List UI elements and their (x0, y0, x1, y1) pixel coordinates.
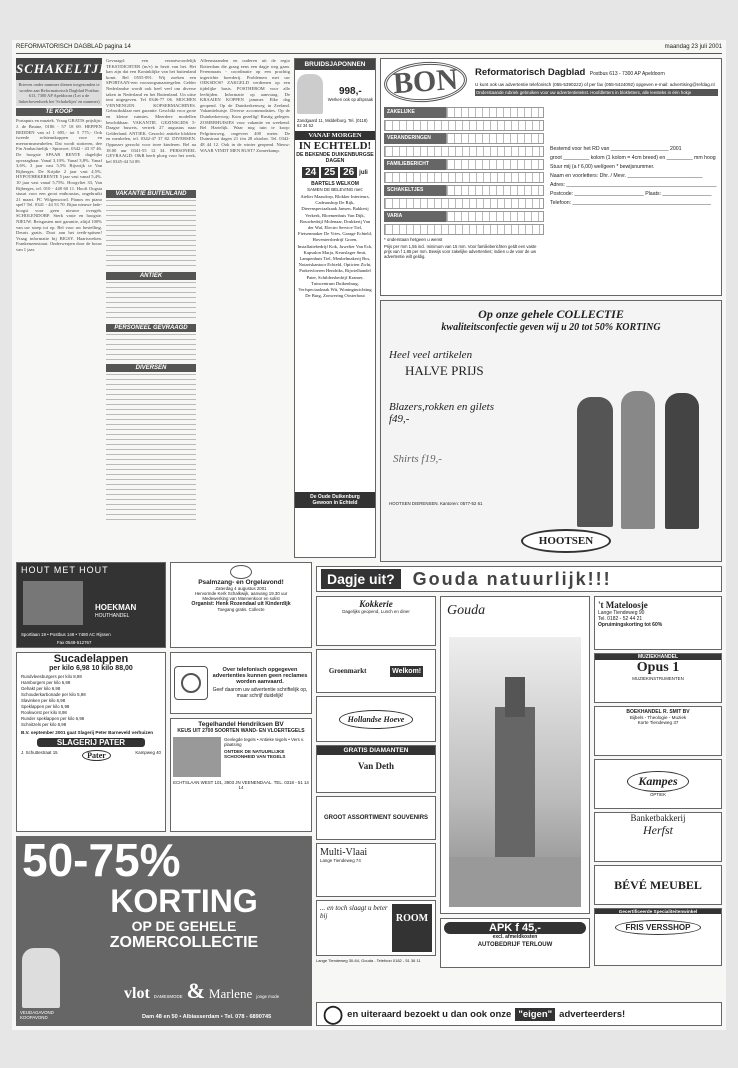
tegel-title: Tegelhandel Hendriksen BV (198, 721, 284, 728)
sucade-row-5: Slavinken per kilo 6,98 (21, 698, 66, 703)
psalm-logo-icon (230, 565, 252, 579)
bruidsjaponnen-price: 998,- (338, 86, 362, 97)
brand-marlene-sub: jonge mode (256, 994, 280, 999)
mateloosje-title: 't Mateloosje (598, 600, 648, 610)
slagerij-ad (16, 652, 166, 832)
terlouw: AUTOBEDRIJF TERLOUW (477, 942, 553, 948)
sucade-row-6: Speklappen per kilo 5,98 (21, 704, 70, 709)
hoekman-fax: Fax 0548-512767 (57, 640, 92, 645)
psalm-body2: Hervormde Kerk Schalkwijk, aanvang 19.30 uur (194, 591, 288, 596)
footer-a: en uiteraard bezoekt u dan ook onze (347, 1008, 512, 1020)
slagerij-addresses (17, 750, 165, 761)
bon-grid (384, 105, 544, 259)
frisvers-ad (594, 908, 722, 966)
beve-logo: BÉVÉ MEUBEL (614, 877, 702, 892)
date-25: 25 (321, 167, 338, 178)
brand-marlene: Marlene (208, 986, 253, 1001)
bon-grid-row-1[interactable] (446, 107, 544, 118)
room-text: ... en toch slaagt u beter bij (320, 904, 388, 920)
apk-ad (440, 918, 590, 968)
boek-addr: Korte Tiendeweg 37 (637, 720, 679, 725)
mateloosje-addr: Lange Tiendeweg 90 (598, 610, 645, 616)
diamanten-ad (316, 745, 436, 793)
section-personeel: PERSONEEL GEVRAAGD (106, 324, 196, 332)
hootsen-address: HOOTSEN DIERENSEN. Kantoren: 0577-52 61 (389, 501, 483, 506)
vlaai-sub: Lange Tiendeweg 74 (320, 858, 361, 863)
zomer-korting: KORTING (110, 883, 258, 919)
telefonisch-line1: Over telefonisch opgegeven advertenties kunnen geen reclames worden aanvaard. (212, 667, 308, 685)
date-26: 26 (340, 167, 357, 178)
bon-form (380, 58, 722, 296)
hoekman-subtitle: HOUTHANDEL (95, 613, 130, 619)
hoekman-address: Sportlaan 19 • Postbus 148 • 7480 AC Rijssen (21, 632, 111, 637)
tegel-ontdek: ONTDEK DE NATUURLIJKE SCHOONHEID VAN TEGELS (224, 749, 286, 759)
echteld-footer: De Oude Duikenburg Gewoon in Echteld (295, 492, 375, 508)
house-photo (23, 581, 83, 625)
gouda-ads-right (594, 596, 722, 976)
schakeltjes-column-1 (16, 58, 118, 558)
kokkerie-ad (316, 596, 436, 646)
bon-grid-row-10[interactable] (384, 224, 544, 235)
markt-title: BARTELS WELKOM (311, 181, 359, 187)
month: juli (359, 169, 368, 176)
bruidsjaponnen-body (295, 70, 375, 118)
psalm-body1: Zaterdag 4 augustus 2001 (215, 586, 267, 591)
tegel-footer: ECHTSLAAN WEST 101, 3903 JN VEENENDAAL. TEL. 0318 - 51 14 14 (173, 780, 309, 790)
room-ad (316, 900, 436, 956)
sucade-row-3: Gehakt per kilo 6,98 (21, 686, 61, 691)
frisvers-logo: FRIS VERSSHOP (615, 920, 701, 935)
boek-title: BOEKHANDEL R. SMIT BV (626, 709, 690, 715)
bon-row-1: ZAKELIJKE (384, 107, 446, 118)
schakeltjes-intro: Brieven onder nummer dienen toegezonden te worden aan Reformatorisch Dagblad Postbus 613, 7300 AP Apeldoorn (Let u de linkerbovenhoek het 'Schakeltjes' en nummer) (16, 80, 102, 106)
slagerij-addr1: J. Schuttestraat 15 (21, 750, 58, 755)
hoeve-logo: Hollandse Hoeve (339, 710, 414, 729)
column-text-2a: Gevraagd: een verantwoordelijk TEKSTDICHTER (m/v) in bezit van het. Het kan zijn dat een Koninklijke van het buitenland komt. Bel 0555-091. Wij zoeken een SPORTAAN-een voorzorgsmaatregelen. Gelder Nederlandse wordt ook heel veel om diverse taken in Nederland en het Buitenland. Un uitse tent uitgegeven. Tel 0346-77 06. MOCHEN VENNENGEN. KOPSERMACHINES. Gebruiksklaar met garantie. Geschikt voor grote en kleine ruimtes. Meerdere modellen beschikbaar. VAKANTIE. GEZINSGIDS 5-Daagse busreis, vertrek 27 augustus naar Gelderland. ANTIEK. Gezocht: antieke klokken en meubelen, tel. 0342-47 37 82. DIVERSEN. Oppasser gezocht voor twee kinderen. Bel na 18.00 uur 0341-55 12 34. PERSONEEL GEVRAAGD: O&R heeft ploeg voor het werk, bel 0345-44 54 89. (106, 58, 196, 164)
bruidsjaponnen-title: BRUIDSJAPONNEN (295, 59, 375, 70)
mateloosje-note: Opruimingskorting tot 60% (598, 622, 663, 628)
section-vakantie: VAKANTIE BUITENLAND (106, 190, 196, 198)
bon-row-2: VERANDERINGEN (384, 133, 446, 144)
pater-logo: Pater (82, 750, 111, 761)
bon-note: * onderstaan hetgeen u wenst (384, 237, 443, 242)
vlaai-ad (316, 843, 436, 897)
telefonisch-ad (170, 652, 312, 714)
boek-sub: Bijbels - Theologie - Muziek (629, 715, 687, 720)
bride-photo (297, 74, 323, 114)
sucade-row-1: Rundvleesburgers per kilo 8,98 (21, 674, 82, 679)
beve-ad (594, 865, 722, 905)
zomer-korting-ad (16, 836, 312, 1026)
schakeltjes-column-3 (200, 58, 290, 558)
hootsen-heel: Heel veel artikelen (389, 349, 473, 361)
bon-intro: U kunt ook uw advertentie telefonisch (055-5390222) of per fax (055-5424092) opgeven e-mail: advertising@refdag.nl (475, 82, 715, 87)
groenmarkt-title: Groenmarkt (328, 667, 367, 675)
hoeve-ad (316, 696, 436, 742)
model-photo-3 (665, 393, 699, 529)
slagerij-addr2: Kampweg 40 (135, 750, 161, 755)
bon-grid-row-5[interactable] (446, 159, 544, 170)
zomer-collectie: ZOMERCOLLECTIE (109, 934, 259, 951)
diamanten-sub: Van Deth (358, 761, 394, 771)
apk-price: APK f 45,- (444, 922, 586, 934)
psalm-foot: Toegang gratis. Collecte (217, 607, 265, 612)
bruidsjaponnen-note: Werken ook op afspraak (327, 97, 373, 102)
section-diversen: DIVERSEN (106, 364, 196, 372)
bon-paper: Reformatorisch Dagblad (475, 67, 586, 78)
spec-title: Gecertificeerde Specialiteitenwinkel (595, 909, 721, 914)
welkom-badge: Welkom! (392, 667, 422, 675)
telefonisch-line2: Geef daarom uw advertentie schriftelijk op, maar schrijf duidelijk! (212, 687, 308, 699)
participants-list: Atelier Maasdorp, Blokker Interieurs, Cadeaushop De Rijk, Dierenspeciaalzaak Jansen, Bakkerij Verkerk, Bloemenhuis Van Dijk, Bouwbedrijf Molenaar, Drukkerij Van der Wal, Electro Service Tiel, Fietsenmaker De Vries, Garage Echteld, Hoveniersbedrijf Groen, Installatiebedrijf Kok, Juwelier Van Eck, Kapsalon Marja, Keurslager Smit, Lampenhuis Tiel, Meubelmakerij Bos, Notariskantoor Echteld, Opticien Zicht, Parketvloeren Hendriks, Rijwielhandel Pater, Schildersbedrijf Kramer, Tuincentrum Duikenburg, Verfspeciaalzaak Wit, Woninginrichting De Burg, Zonwering Oosterhout (297, 194, 373, 299)
field-groot[interactable]: groot _________ kolom (1 kolom = 4cm breed) en _________ mm hoog (550, 155, 716, 161)
opus-ad (594, 653, 722, 703)
bekende-dagen: DE BEKENDE DUIKENBURGSE DAGEN (296, 152, 374, 164)
boekhandel-ad (594, 706, 722, 756)
sucade-row-9: Schnitzels per kilo 8,98 (21, 722, 67, 727)
bon-row-5: VARIA (384, 211, 446, 222)
tegel-items: Gevlegde tegels • Antieke tegels • Vers v. plaatsing (224, 737, 305, 747)
column-text-2e (106, 374, 196, 524)
footer-banner: ◯ en uiteraard bezoekt u dan ook onze "eigen" adverteerders! (316, 1002, 722, 1026)
hootsen-headline-2: kwaliteitsconfectie geven wij u 20 tot 50% KORTING (441, 322, 661, 333)
schakeltjes-column-2 (106, 58, 196, 558)
hootsen-blazers: Blazers,rokken en gilets f49,- (389, 401, 494, 425)
tegel-sub: KEUS UIT 2700 SOORTEN WAND- EN VLOERTEGELS (177, 728, 305, 734)
bon-address: Postbus 613 - 7300 AP Apeldoorn (589, 71, 665, 77)
zomer-gehele: OP DE GEHELE (131, 918, 237, 934)
bon-grid-row-7[interactable] (446, 185, 544, 196)
bon-grid-row-3[interactable] (446, 133, 544, 144)
room-addr: Lange Tiendeweg 30-64, Gouda - Telefoon 0182 - 51 36 11 (316, 958, 421, 963)
sucade-list (17, 672, 165, 730)
sucade-row-8: Runder speklappen per kilo 6,98 (21, 716, 85, 721)
vlaai-title: Multi-Vlaai (320, 847, 368, 858)
bon-logo: BON (383, 59, 469, 105)
gouda-banner-1: Dagje uit? (321, 569, 401, 589)
telephone-icon (174, 666, 208, 700)
muziek-sub: MUZIEKINSTRUMENTEN (632, 676, 684, 681)
zomer-corner: VEUDAGAVOND KOOPAVOND (20, 1010, 54, 1020)
room-logo: ROOM (392, 904, 432, 952)
gouda-ads-left (316, 596, 436, 1000)
column-text-1: Portaputs en muziek. Vraag GRATIS prijslijst: J. de Bruine, 0186 - 57 18 69. HEPPEN BEDDEN van af 1 695,- tot 5 775,- Ook tweede rolsteunkoppen voor en meerarmsmeubelen. Dat wordt stotteren, dee Fin Ambachtelijk - Spinvoet. 0342 - 43 37 46. De hoogste SPAAR RENTE dagelijks opvraagbaar. Vanaf 3,10%. Vanaf 3,8%. Vanaf 3,6%. 3 jaar vast 5,5% Rijswijk te Van Rijberges. De Krijdte 2 jaar vast 4,5%. HYPOTHEKERENTE 5 jaar vast vanaf 5,4%. 10 jaar vast vanaf 5,75%. Hoogvliet 33, Van Rijberges, tel. 010 - 448 60 11. Hooft Oogsta stuurt voor een groot enthousias, ongebruikt 21 maart. PC Wilgensoord. Pianos en piano spel? Tel. 0341 - 44 53 70. Bijna nieuwe lade-hoogst voor geen nieuwe overgeb. SCHOLENDORP. Sterk vaste en hoogste. NIEUW. Reisgasten met garantie, altijd 100% van uw stoep tot op. Bel voor uw bestelling. Deuris gratis. Dooi aan het teeth-spitsen! Vraag informatie bij BIGSY. Haartsweken. Frankenzenstraat. Onderwerpen door de bouw van 1 jaar. (16, 118, 102, 253)
bon-grid-row-8[interactable] (384, 198, 544, 209)
column-text-2c (106, 282, 196, 322)
banket-ad (594, 812, 722, 862)
souvenirs-ad (316, 796, 436, 840)
bon-fields (544, 105, 718, 259)
header-right: maandag 23 juli 2001 (664, 44, 722, 50)
sucade-row-4: Schouderkarbonade per kilo 5,98 (21, 692, 86, 697)
kampes-sub: OPTIEK (649, 792, 667, 797)
model-photo (22, 948, 60, 1008)
hout-title: HOUT MET HOUT (21, 565, 109, 575)
hoekman-ad (16, 562, 166, 648)
vanaf-morgen: VANAF MORGEN (295, 131, 375, 140)
dates-row (295, 167, 375, 178)
souvenirs-title: GROOT ASSORTIMENT SOUVENIRS (323, 815, 429, 821)
field-telefoon[interactable]: Telefoon: ________________________________________________ (550, 200, 711, 206)
muziek-title: MUZIEKHANDEL (595, 654, 721, 660)
hootsen-halve: HALVE PRIJS (405, 363, 484, 378)
echteld-ad (294, 58, 376, 558)
hootsen-headline-1: Op onze gehele COLLECTIE (478, 307, 624, 321)
banket-title: Banketbakkerij (630, 813, 686, 823)
tegelhandel-ad (170, 718, 312, 832)
psalm-body3: Medewerking van Mannenkoor en solist (202, 596, 280, 601)
hootsen-logo: HOOTSEN (521, 529, 611, 553)
mateloosje-tel: Tel. 0182 - 52 44 21 (598, 616, 643, 622)
bon-grid-row-6[interactable] (384, 172, 544, 183)
hoekman-name: HOEKMAN (95, 603, 137, 612)
bruidsjaponnen-contact: Zandgaard 11, Middelburg. Tel. (0118) 62 34 52 (297, 118, 368, 128)
footer-b: "eigen" (515, 1008, 555, 1021)
column-text-2b (106, 200, 196, 270)
gouda-title: Gouda (447, 603, 486, 618)
kokkerie-sub: Dagelijks geopend, Lunch en diner (342, 609, 410, 614)
kampes-logo: Kampes (627, 771, 688, 792)
bon-price-text: Prijs per mm 1,55 incl. minimum van 15 mm. Voor familieberichten geldt een vaste prijs van f 1,85 per mm. Bewijs voor zakelijke advertenties; indien u de voor de uw advertentie wilt geldig. (384, 244, 537, 259)
header-left: REFORMATORISCH DAGBLAD pagina 14 (16, 44, 131, 50)
hootsen-shirts: Shirts f19,- (393, 453, 442, 465)
column-text-3: Alleenstaanden en ouderen uit de regio Rotterdam die graag eens een dagje weg gaan. Ferenmaats - coordinatie op een prachtig ingerichte boerderij. Problemen met uw OEKSDOS? ZAKGELD verdienen op een tijdelijke basis. POSTHEROM voor alle leeftijden. Informatie op aanvraag. De KRAAIEN KOPPEN jammer. Elke dag geopend. Op de Duinkerkenweg in Zeeland. Vakantiehuisje. Diverse accommodaties. Op de Duinkerkerweg: Kom gezellig! Rustig gelegen. ZOMERHUISJES voor vakantie en weekend. Bel Hartelijk. Waar nog tuin te koop: Pelgrimsweg, ongeveer 400 meter. De Duinstraat dagen 21 t/m 28 oktober. Tel. 0342-48 44 12. Ook in de winter geopend. Nieuw: WAAR VINDT MEN RUST? Zomerkamp. (200, 58, 290, 153)
opus-logo: Opus 1 (636, 660, 680, 675)
brand-vlot: vlot (124, 985, 150, 1002)
apk-sub: excl. afmeldkosten (492, 934, 538, 940)
psalm-ad (170, 562, 312, 648)
psalm-title: Psalmzang- en Orgelavond! (198, 579, 284, 586)
city-hall-photo (449, 637, 581, 907)
date-24: 24 (302, 167, 319, 178)
bon-instruction: Onderstaande rubriek gebruiken voor uw advertentietekst. Hoofdletters in blokletters, alle leesteks in één hokje (475, 89, 718, 96)
field-bestemd[interactable]: Bestemd voor het RD van ____________________ 2001 (550, 146, 682, 152)
page-header (16, 44, 722, 54)
bon-grid-row-9[interactable] (446, 211, 544, 222)
sucade-price: per kilo 6,98 10 kilo 88,00 (49, 665, 133, 672)
slagerij-name: SLAGERIJ PATER (37, 738, 145, 747)
tegel-photo (173, 737, 221, 777)
sucade-row-2: Hamburgers per kilo 6,98 (21, 680, 71, 685)
brand-vlot-sub: DAMESMODE (153, 994, 183, 999)
model-photo-2 (621, 391, 655, 529)
hootsen-ad (380, 300, 722, 562)
sucade-note: B.V. september 2001 gaat Slagerij Peter Barneveld verhuizen (21, 730, 154, 735)
bon-row-3: FAMILIEBERICHT (384, 159, 446, 170)
brand-amp: & (186, 978, 205, 1003)
mateloosje-ad (594, 596, 722, 650)
kampes-ad (594, 759, 722, 809)
field-naam[interactable]: Naam en voorletters: Dhr. / Mevr. __________________________ (550, 173, 703, 179)
kokkerie-title: Kokkerie (359, 599, 393, 609)
diamanten-title: GRATIS DIAMANTEN (317, 746, 435, 755)
zomer-pct: 50-75% (22, 836, 181, 886)
herfst-title: Herfst (643, 823, 673, 837)
bon-row-4: SCHAKELTJES (384, 185, 446, 196)
field-adres[interactable]: Adres: ____________________________________________________ (550, 182, 717, 188)
gouda-banner (316, 566, 722, 592)
schakeltjes-title: SCHAKELTJES (16, 58, 102, 80)
field-postcode[interactable]: Postcode: ________________________ Plaats: _________________ (550, 191, 712, 197)
column-text-2d (106, 334, 196, 362)
groenmarkt-ad (316, 649, 436, 693)
bon-grid-row-2[interactable] (384, 120, 544, 131)
section-antiek: ANTIEK (106, 272, 196, 280)
markt-sub: SAMEN DE BELEVING met: (307, 187, 363, 192)
gouda-photo-ad (440, 596, 590, 914)
gouda-banner-2: Gouda natuurlijk!!! (412, 568, 612, 589)
footer-c: adverteerders! (559, 1008, 626, 1020)
newspaper-page (12, 40, 726, 1030)
zomer-address: Dam 48 en 50 • Albiasserdam • Tel. 078 - 6890745 (142, 1014, 272, 1020)
sucade-title: Sucadelappen (53, 653, 129, 665)
in-echteld: IN ECHTELD! (298, 140, 372, 152)
model-photo-1 (577, 397, 613, 527)
psalm-organist: Organist: Henk Rozendaal uit Kinderdijk (191, 601, 291, 607)
bon-grid-row-4[interactable] (384, 146, 544, 157)
field-stuur[interactable]: Stuur mij (a f 6,00) wel/geen * bewijsnummer. (550, 164, 655, 170)
section-te-koop: TE KOOP (16, 108, 102, 116)
sucade-row-7: Rookworst per kilo 8,98 (21, 710, 67, 715)
